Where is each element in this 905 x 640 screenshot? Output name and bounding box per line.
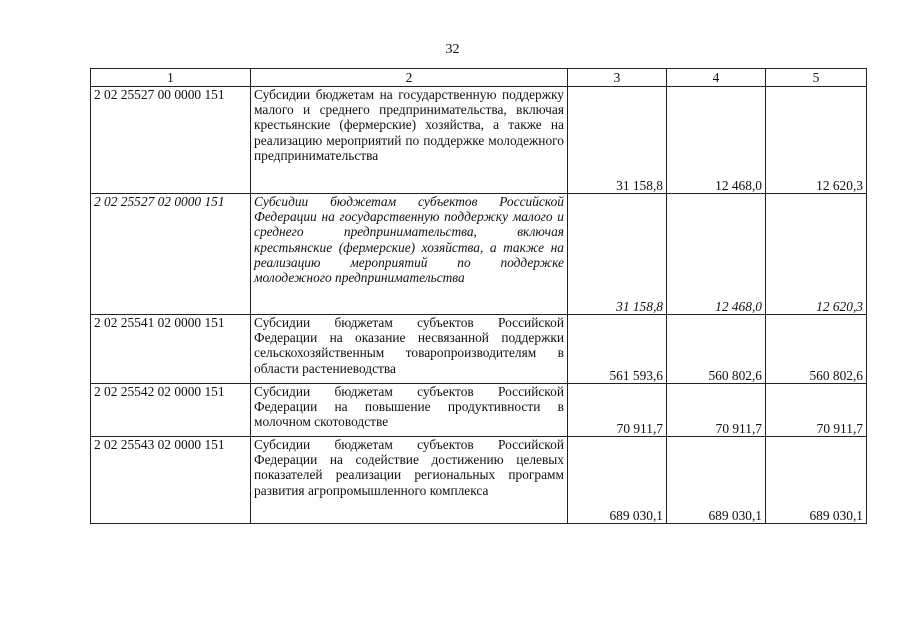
column-header-3: 3 [568,69,667,87]
amount-col4-cell: 689 030,1 [667,437,766,524]
budget-code-cell: 2 02 25542 02 0000 151 [91,384,251,437]
table-row [91,315,867,384]
subsidy-name-cell: Субсидии бюджетам на государственную поддержку малого и среднего предпринимательства, включая крестьянские (фермерские) хозяйства, а также на реализацию мероприятий по поддержке молодежного предпринимательства [251,87,568,194]
amount-col5-cell: 12 620,3 [766,87,867,194]
subsidy-name-cell: Субсидии бюджетам субъектов Российской Федерации на повышение продуктивности в молочном скотоводстве [251,384,568,437]
amount-col5-cell: 12 620,3 [766,194,867,315]
column-header-2: 2 [251,69,568,87]
amount-col4-cell: 12 468,0 [667,194,766,315]
amount-col3-cell: 31 158,8 [568,194,667,315]
column-header-1: 1 [91,69,251,87]
amount-col5-cell: 560 802,6 [766,315,867,384]
subsidy-name-cell: Субсидии бюджетам субъектов Российской Федерации на оказание несвязанной поддержки сельскохозяйственным товаропроизводителям в области растениеводства [251,315,568,384]
page-number: 32 [445,42,460,57]
table-row [91,194,867,315]
table-row [91,87,867,194]
amount-col3-cell: 70 911,7 [568,384,667,437]
subsidy-name-cell: Субсидии бюджетам субъектов Российской Федерации на государственную поддержку малого и среднего предпринимательства, включая крестьянские (фермерские) хозяйства, а также на реализацию мероприятий по поддержке молодежного предпринимательства [251,194,568,315]
budget-code-cell: 2 02 25543 02 0000 151 [91,437,251,524]
amount-col5-cell: 70 911,7 [766,384,867,437]
budget-code-cell: 2 02 25541 02 0000 151 [91,315,251,384]
amount-col4-cell: 560 802,6 [667,315,766,384]
amount-col3-cell: 561 593,6 [568,315,667,384]
amount-col5-cell: 689 030,1 [766,437,867,524]
table-row [91,437,867,524]
table-header-row [91,69,867,87]
column-header-4: 4 [667,69,766,87]
budget-table [90,68,867,524]
budget-code-cell: 2 02 25527 02 0000 151 [91,194,251,315]
amount-col3-cell: 689 030,1 [568,437,667,524]
amount-col3-cell: 31 158,8 [568,87,667,194]
column-header-5: 5 [766,69,867,87]
amount-col4-cell: 70 911,7 [667,384,766,437]
budget-code-cell: 2 02 25527 00 0000 151 [91,87,251,194]
subsidy-name-cell: Субсидии бюджетам субъектов Российской Федерации на содействие достижению целевых показателей реализации региональных программ развития агропромышленного комплекса [251,437,568,524]
table-row [91,384,867,437]
amount-col4-cell: 12 468,0 [667,87,766,194]
